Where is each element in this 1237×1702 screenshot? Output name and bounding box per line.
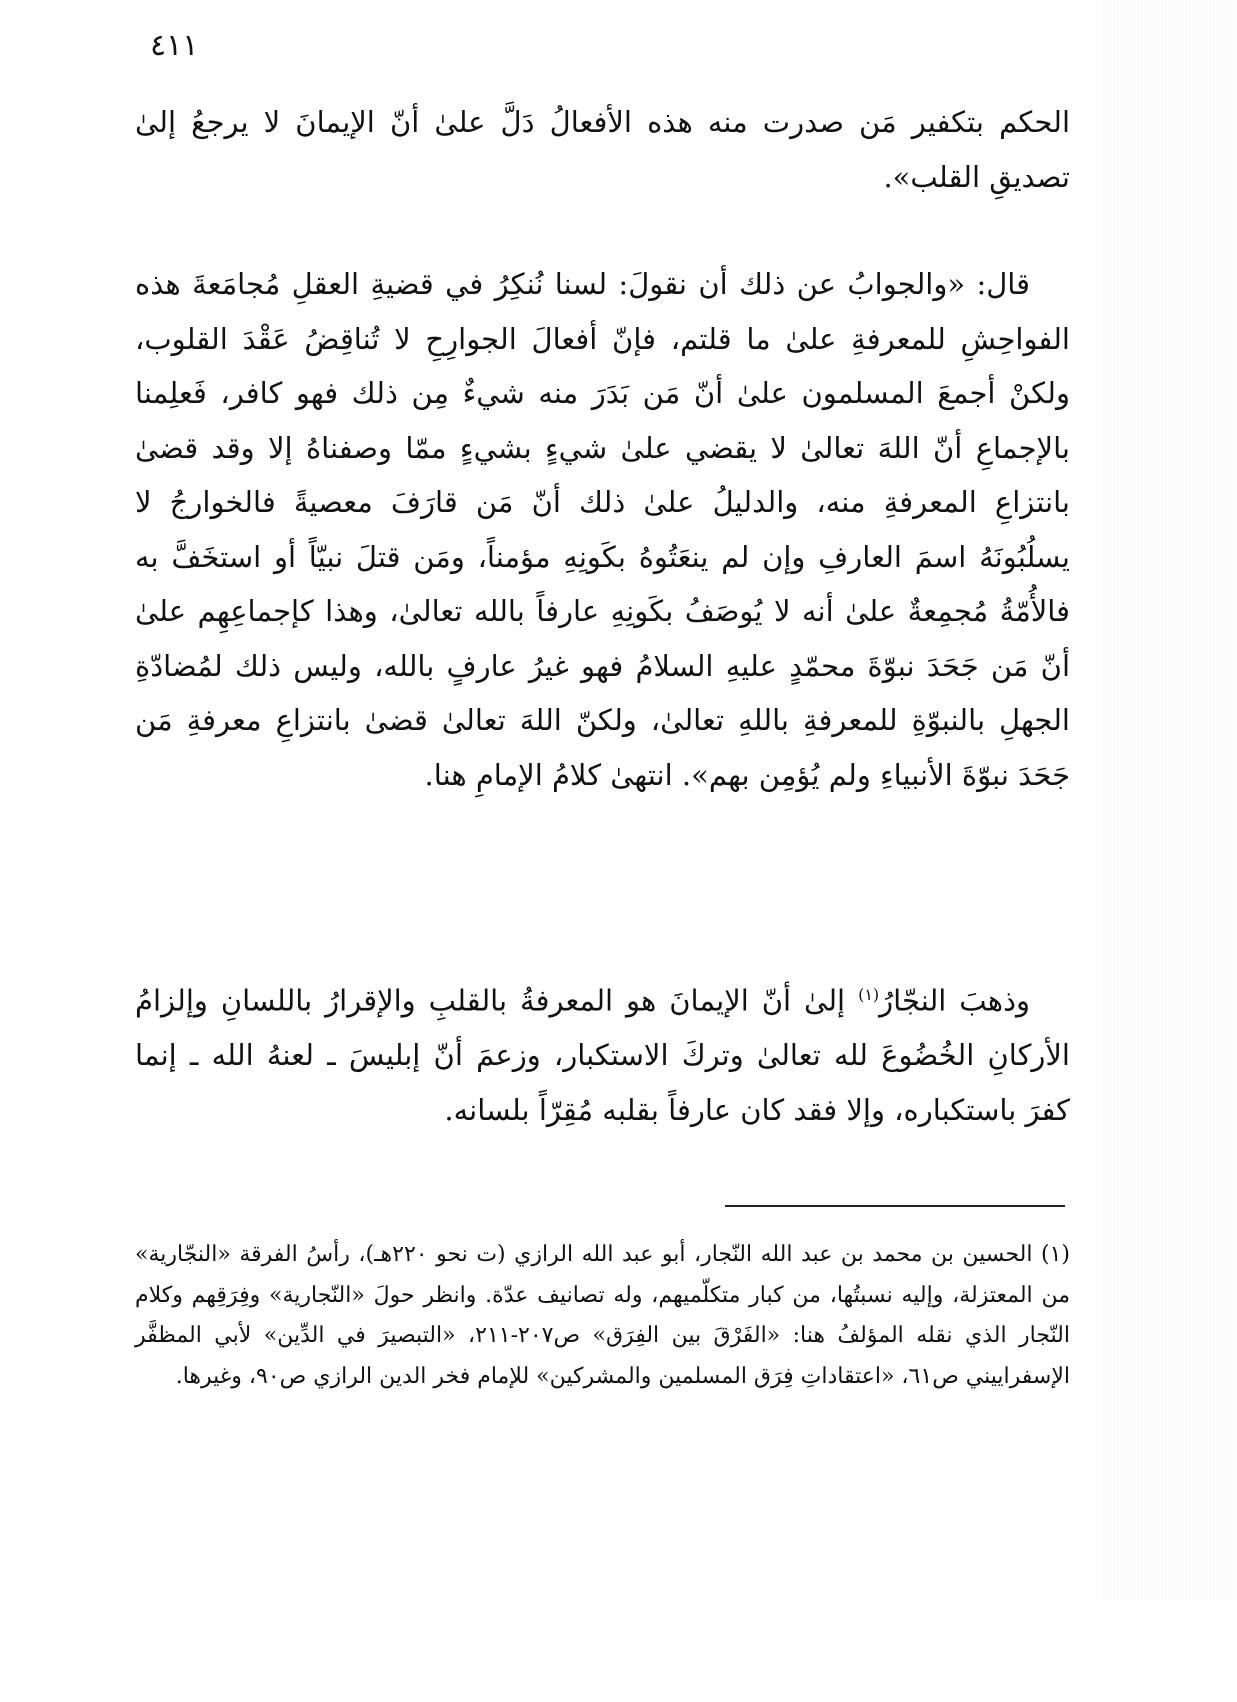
footnote-marker: (١) bbox=[858, 985, 880, 1004]
footnote-1: (١) الحسين بن محمد بن عبد الله النّجار، أبو عبد الله الرازي (ت نحو ٢٢٠هـ)، رأسُ الفرقة «النجّارية» من المعتزلة، وإليه نسبتُها، من كبار متكلّميهم، وله تصانيف عدّة. وانظر حولَ «النّجارية» وفِرَقِهم وكلام النّجار الذي نقله المؤلفُ هنا: «الفَرْقَ بين الفِرَق» ص٢٠٧-٢١١، «التبصيرَ في الدِّين» لأبي المظفَّر الإسفراييني ص٦١، «اعتقاداتِ فِرَق المسلمين والمشركين» للإمام فخر الدين الرازي ص٩٠، وغيرها. bbox=[135, 1242, 1070, 1389]
page-number: ٤١١ bbox=[150, 28, 199, 63]
paragraph-1: الحكم بتكفير مَن صدرت منه هذه الأفعالُ دَلَّ علىٰ أنّ الإيمانَ لا يرجعُ إلىٰ تصديقِ القلب». bbox=[135, 105, 1070, 194]
paragraph-3 bbox=[135, 968, 1070, 1137]
paragraph-3-start: وذهبَ النجّارُ bbox=[879, 983, 1030, 1018]
paragraph-3-rest: إلىٰ أنّ الإيمانَ هو المعرفةُ بالقلبِ والإقرارُ باللسانِ وإلزامُ الأركانِ الخُضُوعَ لله تعالىٰ وتركَ الاستكبار، وزعمَ أنّ إبليسَ ـ لعنهُ الله ـ إنما كفرَ باستكباره، وإلا فقد كان عارفاً بقلبه مُقِرّاً بلسانه. bbox=[135, 983, 1070, 1127]
paragraph-2: قال: «والجوابُ عن ذلك أن نقولَ: لسنا نُنكِرُ في قضيةِ العقلِ مُجامَعةَ هذه الفواحِشِ للمعرفةِ علىٰ ما قلتم، فإنّ أفعالَ الجوارِحِ لا تُناقِضُ عَقْدَ القلوب، ولكنْ أجمعَ المسلمون علىٰ أنّ مَن بَدَرَ منه شيءٌ مِن ذلك فهو كافر، فَعلِمنا بالإجماعِ أنّ اللهَ تعالىٰ لا يقضي علىٰ شيءٍ بشيءٍ ممّا وصفناهُ إلا وقد قضىٰ بانتزاعِ المعرفةِ منه، والدليلُ علىٰ ذلك أنّ مَن قارَفَ معصيةً فالخوارجُ لا يسلُبُونَهُ اسمَ العارفِ وإن لم ينعَتُوهُ بكَونِهِ مؤمناً، ومَن قتلَ نبيّاً أو استخَفَّ به فالأُمّةُ مُجمِعةٌ علىٰ أنه لا يُوصَفُ بكَونِهِ عارفاً بالله تعالىٰ، وهذا كإجماعِهِم علىٰ أنّ مَن جَحَدَ نبوّةَ محمّدٍ عليهِ السلامُ فهو غيرُ عارفٍ بالله، وليس ذلك لمُضادّةِ الجهلِ بالنبوّةِ للمعرفةِ باللهِ تعالىٰ، ولكنّ اللهَ تعالىٰ قضىٰ بانتزاعِ معرفةِ مَن جَحَدَ نبوّةَ الأنبياءِ ولم يُؤمِن بهم». انتهىٰ كلامُ الإمامِ هنا. bbox=[135, 267, 1070, 792]
scan-edge-shading bbox=[1102, 0, 1237, 1600]
footnote-separator bbox=[725, 1205, 1065, 1207]
